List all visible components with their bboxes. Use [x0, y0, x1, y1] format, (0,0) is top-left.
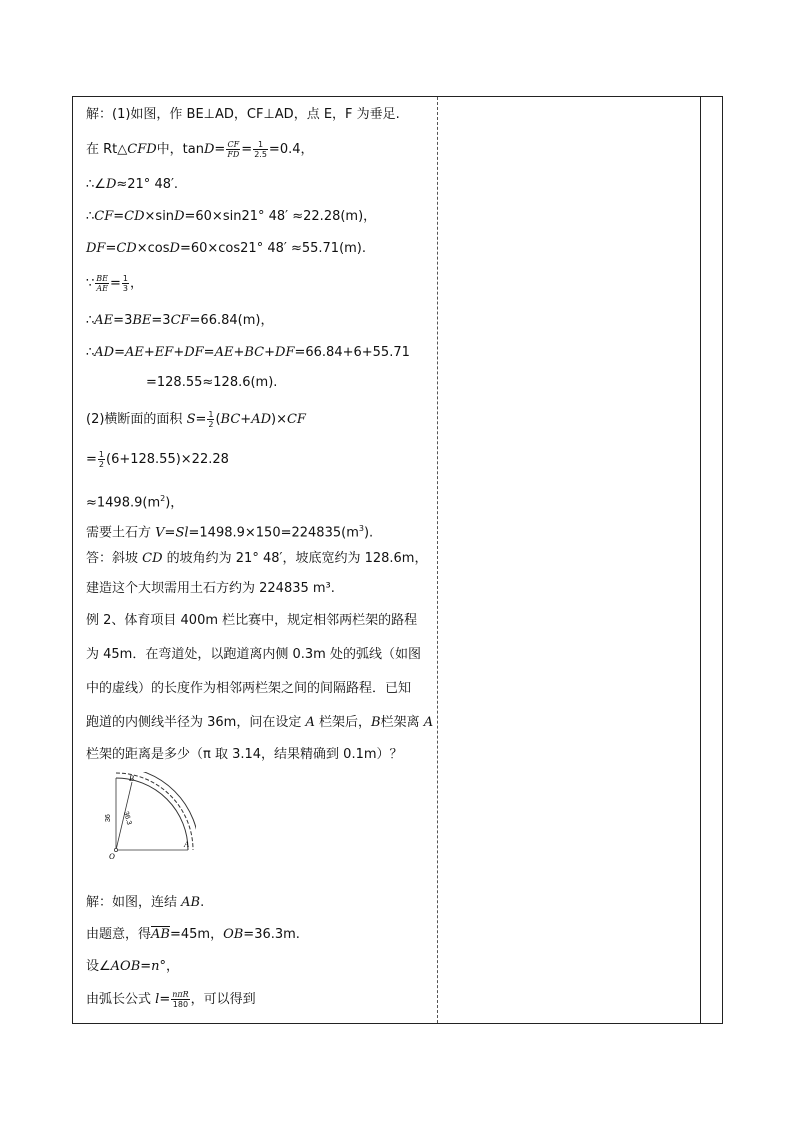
column-divider	[437, 97, 438, 1023]
fraction: $\frac{\text{nπR}}{180}$	[172, 990, 189, 1009]
fraction: $\frac{1}{2}$	[208, 410, 214, 429]
text-line: 跑道的内侧线半径为 36m，问在设定 A 栏架后，B栏架离 A	[86, 715, 434, 730]
text-line: 中的虚线）的长度作为相邻两栏架之间的间隔路程．已知	[86, 681, 412, 696]
text-line: 例 2、体育项目 400m 栏比赛中，规定相邻两栏架的路程	[86, 613, 418, 628]
text-line: = $\frac{1}{2}$ (6+128.55)×22.28	[86, 450, 229, 469]
fraction: $\frac{CF}{FD}$	[227, 140, 240, 159]
text-line: 设∠AOB=n°，	[86, 959, 180, 974]
text-line: $\approx 1498.9(m^2)$，	[86, 494, 184, 511]
text-line: ∴AD=AE+EF+DF=AE+BC+DF=66.84+6+55.71	[86, 345, 410, 360]
text-line: (2)横断面的面积 S= $\frac{1}{2}$ (BC+AD)×CF	[86, 410, 306, 429]
text-line: ∴AE=3BE=3CF=66.84(m)，	[86, 313, 274, 328]
text-line: ∴∠D≈21° 48′.	[86, 177, 179, 192]
text-line: 由题意，得$\overline{AB}=45m$，OB=36.3m.	[86, 927, 300, 942]
label-b: B	[129, 774, 134, 783]
text-line: 为 45m．在弯道处，以跑道离内侧 0.3m 处的弧线（如图	[86, 647, 421, 662]
text-line: ∴CF=CD×sinD=60×sin21° 48′ ≈22.28(m)，	[86, 209, 377, 224]
text-line: DF=CD×cosD=60×cos21° 48′ ≈55.71(m).	[86, 241, 367, 256]
text-line: 在 Rt△CFD中，tanD= $\frac{CF}{FD}$ = $\frac{1}{2.5}$ =0.4，	[86, 140, 314, 159]
track-figure	[96, 772, 196, 872]
text-line: 由弧长公式 l= $\frac{\text{nπR}}{180}$ ，可以得到	[86, 990, 256, 1009]
text-line: 解：如图，连结 AB.	[86, 895, 205, 910]
label-o: O	[109, 852, 115, 861]
text-line: 建造这个大坝需用土石方约为 224835 m³.	[86, 581, 335, 596]
text-line: =128.55≈128.6(m).	[146, 375, 278, 390]
label-36: 36	[105, 814, 112, 822]
fraction: $\frac{1}{2}$	[98, 450, 104, 469]
text-line: 解：(1)如图，作 BE⊥AD，CF⊥AD，点 E，F 为垂足.	[86, 107, 400, 122]
fraction: $\frac{1}{2.5}$	[254, 140, 267, 159]
text-line: 答：斜坡 CD 的坡角约为 21° 48′，坡底宽约为 128.6m，	[86, 551, 428, 566]
point-o	[114, 848, 117, 851]
text-line: ∵ $\frac{BE}{AE}$ = $\frac{1}{3}$ ，	[86, 274, 144, 293]
fraction: $\frac{BE}{AE}$	[96, 274, 108, 293]
text-line: 需要土石方 $V=Sl=1498.9\times 150=224835(m^3)$.	[86, 524, 374, 541]
text-line: 栏架的距离是多少（π 取 3.14，结果精确到 0.1m）？	[86, 747, 403, 762]
fraction: $\frac{1}{3}$	[122, 274, 128, 293]
label-36-3: 36.3	[122, 810, 133, 826]
column-divider-right	[700, 97, 701, 1023]
label-a: A	[184, 840, 189, 849]
